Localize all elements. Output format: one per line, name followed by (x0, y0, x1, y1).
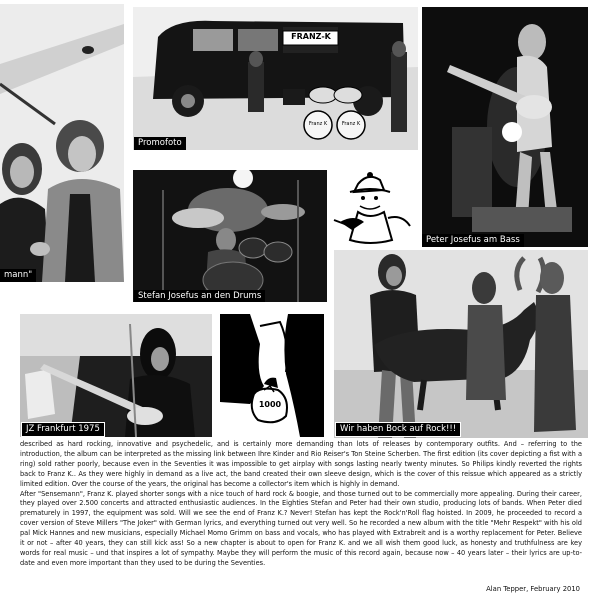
bock-auf-rock-photo (334, 250, 588, 438)
cartoon-money-bag-drawing (220, 314, 324, 437)
money-bag-text: 1000 (258, 400, 282, 409)
jz-frankfurt-photo (20, 314, 212, 437)
drum-left-text: Franz K (308, 121, 328, 127)
band-portrait-photo (0, 4, 124, 282)
drum-right-text: Franz K (341, 121, 361, 127)
article-paragraph-1: described as hard rocking, innovative and psychedelic, and is certainly more demanding than lots of releases by contemporary outfits. And – referring to the introduction, the album can be interpreted as the missing link between Ihre Kinder and Rio Reiser's Ton Steine Scherben. The first edition (its cover depicting a fist with a ring) sold rather poorly, because even in the Seventies it was impossible to get airplay with songs lasting nearly twenty minutes. So Philips kindly reverted the rights back to Franz K.. As they were highly in demand as a live act, the band created their own sleeve design, which is the cover of this reissue which appeared as a strictly limited edition. Over the course of the years, the original has become a collector's item which is highly in demand. (20, 440, 582, 488)
van-sign-text: FRANZ-K (291, 32, 331, 41)
caption-stefan-drums: Stefan Josefus an den Drums (134, 290, 265, 302)
cartoon-man-drawing (330, 170, 418, 246)
article-signature: Alan Tepper, February 2010 (486, 585, 580, 593)
caption-promofoto: Promofoto (134, 137, 186, 150)
caption-bock-auf-rock: Wir haben Bock auf Rock!!! (335, 422, 461, 437)
caption-peter-bass: Peter Josefus am Bass (422, 234, 524, 247)
caption-jz-frankfurt: JZ Frankfurt 1975 (21, 422, 105, 437)
article-text (20, 440, 582, 569)
caption-band-portrait: mann" (0, 269, 36, 282)
article-paragraph-2: After "Sensemann", Franz K. played shorter songs with a nice touch of hard rock & boogie, and those turned out to be commercially more appealing. During their career, they played over 2.500 concerts and attracted enthusiastic audiences. In the Eighties Stefan and Peter had their own studio, producing lots of bands. When Peter died prematurely in 1997, the equipment was sold. Will we see the end of Franz K.? Never! Stefan has kept the Rock'n'Roll flag hoisted. In 2009, he proceeded to record a cover version of Steve Millers "The Joker" with German lyrics, and everything turned out very well. So he recorded a new album with the title "Mehr Respekt" with his old pal Mick Hannes and new musicians, especially Michael Momo Grimm on bass and vocals, who has played with Extrabreit and is a worthy replacement for Peter. Believe it or not – after 40 years, they can still kick ass! So a new chapter is about to open for Franz K. and we all wish them good luck, as honesty and truthfulness are key words for real music – und that inspires a lot of sympathy. Maybe they will perform the music of this record again, because now – 40 years later – their lyrics are up-to-date and even more important than they used to be during the Seventies. (20, 489, 582, 567)
promofoto-photo (133, 7, 418, 150)
stefan-drums-photo (133, 170, 327, 302)
peter-bass-photo (422, 7, 588, 247)
